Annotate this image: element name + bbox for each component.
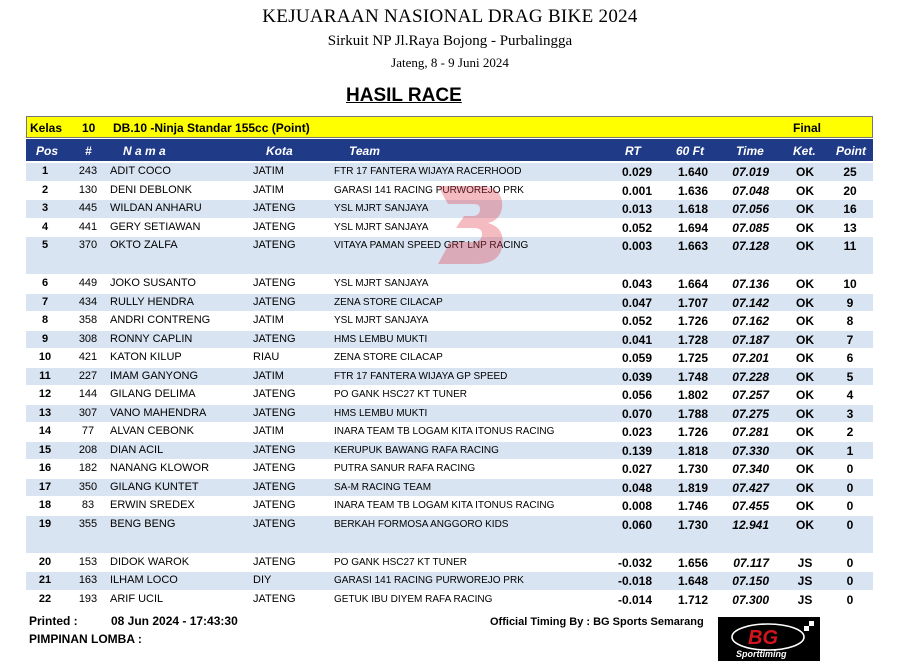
cell-pos: 10 bbox=[38, 351, 52, 363]
cell-ket: OK bbox=[796, 517, 814, 532]
cell-time: 07.150 bbox=[732, 574, 769, 588]
cell-kota: JATENG bbox=[253, 220, 296, 233]
cell-kota: JATENG bbox=[253, 443, 296, 456]
cell-time: 07.275 bbox=[732, 406, 769, 421]
cell-time: 07.019 bbox=[732, 165, 769, 179]
cell-time: 07.136 bbox=[732, 277, 769, 291]
official-timing: Official Timing By : BG Sports Semarang bbox=[490, 616, 704, 628]
cell-ft: 1.725 bbox=[677, 351, 708, 365]
cell-ket: OK bbox=[796, 462, 814, 476]
table-row bbox=[26, 163, 873, 182]
cell-team: YSL MJRT SANJAYA bbox=[334, 203, 429, 214]
cell-no: 182 bbox=[78, 462, 98, 474]
cell-ft: 1.712 bbox=[677, 592, 708, 607]
cell-time: 07.056 bbox=[732, 202, 769, 216]
cell-kota: JATENG bbox=[253, 592, 296, 605]
col-point: Point bbox=[836, 144, 866, 158]
cell-ket: OK bbox=[796, 351, 814, 365]
cell-ft: 1.788 bbox=[677, 406, 708, 421]
cell-point: 13 bbox=[843, 220, 857, 235]
cell-ket: OK bbox=[796, 499, 814, 513]
cell-team: PO GANK HSC27 KT TUNER bbox=[334, 389, 467, 400]
cell-name: NANANG KLOWOR bbox=[110, 462, 210, 474]
col-kota: Kota bbox=[266, 144, 293, 158]
cell-name: ILHAM LOCO bbox=[110, 574, 178, 586]
cell-name: GILANG KUNTET bbox=[110, 480, 199, 493]
cell-kota: DIY bbox=[253, 574, 272, 586]
cell-point: 20 bbox=[843, 183, 857, 198]
cell-ket: OK bbox=[796, 277, 814, 291]
cell-pos: 1 bbox=[41, 165, 49, 177]
table-row bbox=[26, 460, 873, 479]
cell-point: 3 bbox=[846, 406, 854, 421]
cell-time: 07.162 bbox=[732, 314, 769, 328]
cell-pos: 3 bbox=[41, 202, 49, 214]
cell-pos: 22 bbox=[38, 592, 52, 605]
cell-point: 4 bbox=[846, 388, 854, 402]
cell-rt: 0.013 bbox=[621, 202, 652, 216]
cell-name: ADIT COCO bbox=[110, 165, 171, 177]
cell-name: JOKO SUSANTO bbox=[110, 277, 196, 289]
cell-ft: 1.748 bbox=[677, 369, 708, 384]
table-row bbox=[26, 442, 873, 461]
kelas-number: 10 bbox=[82, 121, 96, 135]
cell-kota: JATIM bbox=[253, 425, 284, 437]
cell-point: 0 bbox=[846, 480, 854, 495]
cell-pos: 9 bbox=[41, 332, 49, 345]
cell-no: 243 bbox=[78, 165, 98, 177]
cell-no: 421 bbox=[78, 351, 98, 363]
cell-rt: -0.018 bbox=[617, 574, 652, 588]
cell-kota: JATENG bbox=[253, 517, 296, 530]
cell-point: 2 bbox=[846, 425, 854, 439]
cell-pos: 18 bbox=[38, 499, 52, 511]
cell-name: ANDRI CONTRENG bbox=[110, 314, 211, 326]
col-team: Team bbox=[349, 144, 380, 158]
cell-rt: 0.041 bbox=[621, 332, 652, 347]
cell-time: 07.048 bbox=[732, 183, 769, 198]
cell-pos: 15 bbox=[38, 443, 52, 456]
cell-name: ALVAN CEBONK bbox=[110, 425, 194, 437]
printed-label: Printed : bbox=[29, 614, 78, 628]
cell-team: ZENA STORE CILACAP bbox=[334, 352, 443, 363]
cell-team: YSL MJRT SANJAYA bbox=[334, 315, 429, 326]
cell-pos: 14 bbox=[38, 425, 52, 437]
col-time: Time bbox=[736, 144, 764, 158]
cell-ket: OK bbox=[796, 332, 814, 347]
cell-point: 0 bbox=[846, 555, 854, 570]
cell-no: 350 bbox=[78, 480, 98, 493]
event-date: Jateng, 8 - 9 Juni 2024 bbox=[391, 55, 509, 70]
event-venue: Sirkuit NP Jl.Raya Bojong - Purbalingga bbox=[327, 33, 573, 49]
cell-ft: 1.640 bbox=[677, 165, 708, 179]
cell-rt: 0.008 bbox=[621, 499, 652, 513]
cell-rt: 0.027 bbox=[621, 462, 652, 476]
col-name: N a m a bbox=[123, 144, 166, 158]
cell-no: 370 bbox=[78, 239, 98, 251]
cell-ket: OK bbox=[796, 406, 814, 421]
cell-ft: 1.726 bbox=[677, 314, 708, 328]
cell-ket: OK bbox=[796, 369, 814, 384]
cell-rt: 0.048 bbox=[621, 480, 652, 495]
cell-name: IMAM GANYONG bbox=[110, 369, 199, 382]
cell-team: SA-M RACING TEAM bbox=[334, 481, 432, 493]
table-row bbox=[26, 516, 873, 554]
cell-kota: JATENG bbox=[253, 406, 296, 419]
table-row bbox=[26, 423, 873, 442]
cell-point: 1 bbox=[846, 443, 854, 458]
cell-ft: 1.694 bbox=[677, 220, 708, 235]
cell-time: 07.187 bbox=[732, 332, 769, 347]
table-row bbox=[26, 591, 873, 610]
cell-rt: 0.056 bbox=[621, 388, 652, 402]
cell-no: 449 bbox=[78, 277, 98, 289]
cell-name: GERY SETIAWAN bbox=[110, 220, 201, 233]
cell-kota: JATIM bbox=[253, 183, 284, 196]
cell-no: 434 bbox=[78, 295, 98, 308]
cell-ft: 1.818 bbox=[677, 443, 708, 458]
cell-time: 07.228 bbox=[732, 369, 769, 384]
cell-ket: JS bbox=[797, 574, 813, 588]
cell-kota: JATIM bbox=[253, 369, 284, 382]
cell-rt: 0.047 bbox=[621, 295, 652, 310]
cell-ket: OK bbox=[796, 388, 814, 402]
table-row bbox=[26, 312, 873, 331]
cell-pos: 7 bbox=[41, 295, 49, 308]
cell-name: DIAN ACIL bbox=[110, 443, 164, 456]
cell-time: 07.142 bbox=[732, 295, 769, 310]
cell-kota: JATENG bbox=[253, 555, 296, 568]
result-title: HASIL RACE bbox=[346, 85, 462, 106]
cell-point: 7 bbox=[846, 332, 854, 347]
cell-no: 358 bbox=[78, 314, 98, 326]
cell-team: GARASI 141 RACING PURWOREJO PRK bbox=[334, 184, 524, 196]
table-row bbox=[26, 219, 873, 238]
cell-ket: OK bbox=[796, 443, 814, 458]
cell-pos: 17 bbox=[38, 480, 52, 493]
cell-pos: 6 bbox=[41, 277, 49, 289]
cell-name: DENI DEBLONK bbox=[110, 183, 192, 196]
table-row bbox=[26, 349, 873, 368]
cell-team: ZENA STORE CILACAP bbox=[334, 296, 443, 308]
cell-team: KERUPUK BAWANG RAFA RACING bbox=[334, 444, 499, 456]
cell-no: 144 bbox=[78, 388, 98, 400]
cell-time: 07.300 bbox=[732, 592, 769, 607]
cell-rt: 0.023 bbox=[621, 425, 652, 439]
cell-kota: JATENG bbox=[253, 239, 296, 251]
cell-ket: JS bbox=[797, 592, 813, 607]
cell-name: VANO MAHENDRA bbox=[110, 406, 207, 419]
cell-pos: 4 bbox=[41, 220, 49, 233]
cell-kota: JATIM bbox=[253, 314, 284, 326]
cell-ft: 1.663 bbox=[677, 239, 708, 253]
cell-time: 07.330 bbox=[732, 443, 769, 458]
cell-no: 83 bbox=[81, 499, 95, 511]
cell-name: WILDAN ANHARU bbox=[110, 202, 202, 214]
cell-team: PO GANK HSC27 KT TUNER bbox=[334, 556, 467, 568]
cell-pos: 12 bbox=[38, 388, 52, 400]
cell-kota: JATENG bbox=[253, 277, 296, 289]
cell-point: 11 bbox=[843, 239, 857, 253]
cell-point: 25 bbox=[843, 165, 857, 179]
cell-point: 9 bbox=[846, 295, 854, 310]
cell-point: 8 bbox=[846, 314, 854, 328]
cell-time: 07.117 bbox=[733, 555, 769, 570]
cell-ft: 1.819 bbox=[677, 480, 708, 495]
cell-point: 0 bbox=[846, 462, 854, 476]
cell-kota: JATENG bbox=[253, 202, 296, 214]
cell-no: 355 bbox=[78, 517, 98, 530]
cell-name: KATON KILUP bbox=[110, 351, 182, 363]
cell-time: 07.085 bbox=[732, 220, 769, 235]
cell-team: BERKAH FORMOSA ANGGORO KIDS bbox=[334, 518, 509, 530]
cell-team: PUTRA SANUR RAFA RACING bbox=[334, 463, 476, 474]
cell-pos: 21 bbox=[38, 574, 52, 586]
cell-ket: OK bbox=[796, 183, 814, 198]
cell-pos: 13 bbox=[38, 406, 52, 419]
table-row bbox=[26, 275, 873, 294]
cell-ket: OK bbox=[796, 239, 814, 253]
cell-point: 6 bbox=[846, 351, 854, 365]
cell-ket: OK bbox=[796, 295, 814, 310]
cell-time: 07.281 bbox=[732, 425, 769, 439]
col-ket: Ket. bbox=[793, 144, 816, 158]
table-row bbox=[26, 405, 873, 424]
table-row bbox=[26, 386, 873, 405]
col-pos: Pos bbox=[36, 144, 59, 158]
cell-name: RONNY CAPLIN bbox=[110, 332, 193, 345]
cell-ft: 1.730 bbox=[677, 517, 708, 532]
cell-name: DIDOK WAROK bbox=[110, 555, 190, 568]
cell-rt: 0.003 bbox=[621, 239, 652, 253]
cell-team: INARA TEAM TB LOGAM KITA ITONUS RACING bbox=[334, 500, 555, 511]
cell-ft: 1.707 bbox=[677, 295, 708, 310]
cell-ft: 1.618 bbox=[677, 202, 708, 216]
cell-no: 308 bbox=[78, 332, 98, 345]
cell-rt: -0.032 bbox=[617, 555, 652, 570]
cell-team: GARASI 141 RACING PURWOREJO PRK bbox=[334, 575, 524, 586]
cell-ft: 1.656 bbox=[677, 555, 708, 570]
cell-point: 5 bbox=[846, 369, 854, 384]
cell-rt: 0.001 bbox=[621, 183, 652, 198]
cell-point: 16 bbox=[843, 202, 857, 216]
cell-team: GETUK IBU DIYEM RAFA RACING bbox=[334, 593, 493, 605]
table-row bbox=[26, 368, 873, 387]
cell-no: 130 bbox=[78, 183, 98, 196]
table-row bbox=[26, 572, 873, 591]
cell-pos: 5 bbox=[41, 239, 49, 251]
cell-ket: JS bbox=[797, 555, 813, 570]
cell-ft: 1.648 bbox=[677, 574, 708, 588]
cell-point: 0 bbox=[846, 574, 854, 588]
cell-rt: 0.043 bbox=[621, 277, 652, 291]
table-row bbox=[26, 200, 873, 219]
cell-ft: 1.728 bbox=[677, 332, 708, 347]
cell-no: 77 bbox=[81, 425, 95, 437]
cell-ft: 1.802 bbox=[677, 388, 708, 402]
cell-rt: 0.029 bbox=[621, 165, 652, 179]
cell-no: 441 bbox=[78, 220, 98, 233]
cell-ket: OK bbox=[796, 425, 814, 439]
cell-time: 07.340 bbox=[732, 462, 769, 476]
cell-no: 153 bbox=[78, 555, 98, 568]
kelas-label: Kelas bbox=[30, 121, 63, 135]
cell-rt: 0.039 bbox=[621, 369, 652, 384]
cell-team: INARA TEAM TB LOGAM KITA ITONUS RACING bbox=[334, 426, 555, 437]
cell-ket: OK bbox=[796, 220, 814, 235]
cell-kota: JATENG bbox=[253, 388, 296, 400]
col-60ft: 60 Ft bbox=[676, 144, 705, 158]
cell-pos: 16 bbox=[38, 462, 52, 474]
cell-kota: JATENG bbox=[253, 332, 296, 345]
cell-kota: RIAU bbox=[253, 351, 280, 363]
cell-no: 163 bbox=[78, 574, 98, 586]
cell-pos: 2 bbox=[41, 183, 49, 196]
cell-ket: OK bbox=[796, 202, 814, 216]
cell-team: VITAYA PAMAN SPEED GRT LNP RACING bbox=[334, 240, 529, 251]
cell-name: BENG BENG bbox=[110, 517, 176, 530]
cell-point: 0 bbox=[846, 592, 854, 607]
cell-rt: 0.059 bbox=[621, 351, 652, 365]
table-row bbox=[26, 294, 873, 313]
bg-sporttiming-logo bbox=[718, 617, 820, 661]
cell-ft: 1.730 bbox=[677, 462, 708, 476]
cell-rt: 0.052 bbox=[621, 314, 652, 328]
printed-timestamp: 08 Jun 2024 - 17:43:30 bbox=[111, 614, 238, 628]
table-row bbox=[26, 497, 873, 516]
table-header bbox=[26, 139, 873, 161]
table-row bbox=[26, 479, 873, 498]
cell-team: FTR 17 FANTERA WIJAYA RACERHOOD bbox=[334, 166, 522, 177]
table-row bbox=[26, 331, 873, 350]
cell-ft: 1.664 bbox=[677, 277, 708, 291]
cell-team: YSL MJRT SANJAYA bbox=[334, 278, 429, 289]
cell-no: 445 bbox=[78, 202, 98, 214]
cell-rt: 0.052 bbox=[621, 220, 652, 235]
col-rt: RT bbox=[625, 144, 641, 158]
cell-no: 227 bbox=[78, 369, 98, 382]
cell-time: 07.427 bbox=[732, 480, 769, 495]
cell-team: HMS LEMBU MUKTI bbox=[334, 333, 428, 345]
cell-kota: JATENG bbox=[253, 462, 296, 474]
pimpinan-lomba: PIMPINAN LOMBA : bbox=[29, 632, 142, 646]
logo-text: BG bbox=[748, 627, 778, 649]
cell-team: FTR 17 FANTERA WIJAYA GP SPEED bbox=[334, 370, 508, 382]
cell-time: 07.201 bbox=[732, 351, 769, 365]
cell-rt: 0.139 bbox=[621, 443, 652, 458]
table-row bbox=[26, 182, 873, 201]
cell-time: 07.455 bbox=[732, 499, 769, 513]
class-bar bbox=[26, 116, 873, 138]
cell-name: OKTO ZALFA bbox=[110, 239, 178, 251]
cell-name: ARIF UCIL bbox=[110, 592, 164, 605]
cell-ft: 1.726 bbox=[677, 425, 708, 439]
cell-name: RULLY HENDRA bbox=[110, 295, 194, 308]
cell-pos: 20 bbox=[38, 555, 52, 568]
cell-ket: OK bbox=[796, 165, 814, 179]
cell-kota: JATENG bbox=[253, 295, 296, 308]
cell-pos: 8 bbox=[41, 314, 49, 326]
cell-ft: 1.636 bbox=[677, 183, 708, 198]
logo-subtext: Sporttiming bbox=[736, 649, 787, 659]
cell-point: 0 bbox=[846, 499, 854, 513]
cell-no: 307 bbox=[78, 406, 98, 419]
cell-point: 0 bbox=[846, 517, 854, 532]
cell-team: YSL MJRT SANJAYA bbox=[334, 221, 429, 233]
cell-name: ERWIN SREDEX bbox=[110, 499, 195, 511]
cell-ket: OK bbox=[796, 314, 814, 328]
cell-kota: JATENG bbox=[253, 499, 296, 511]
cell-rt: -0.014 bbox=[617, 592, 652, 607]
cell-pos: 19 bbox=[38, 517, 52, 530]
stage-label: Final bbox=[793, 121, 822, 135]
event-title: KEJUARAAN NASIONAL DRAG BIKE 2024 bbox=[262, 6, 638, 27]
class-name: DB.10 -Ninja Standar 155cc (Point) bbox=[113, 121, 310, 135]
cell-no: 193 bbox=[78, 592, 98, 605]
col-number: # bbox=[85, 144, 92, 158]
cell-ft: 1.746 bbox=[677, 499, 708, 513]
cell-pos: 11 bbox=[39, 369, 51, 382]
cell-ket: OK bbox=[796, 480, 814, 495]
cell-time: 12.941 bbox=[732, 517, 769, 532]
cell-kota: JATENG bbox=[253, 480, 296, 493]
cell-rt: 0.070 bbox=[621, 406, 652, 421]
cell-time: 07.257 bbox=[732, 388, 769, 402]
cell-team: HMS LEMBU MUKTI bbox=[334, 407, 428, 419]
cell-point: 10 bbox=[843, 277, 857, 291]
cell-no: 208 bbox=[78, 443, 98, 456]
cell-time: 07.128 bbox=[732, 239, 769, 253]
table-row bbox=[26, 237, 873, 275]
cell-name: GILANG DELIMA bbox=[110, 388, 196, 400]
cell-kota: JATIM bbox=[253, 165, 284, 177]
cell-rt: 0.060 bbox=[621, 517, 652, 532]
table-row bbox=[26, 554, 873, 573]
